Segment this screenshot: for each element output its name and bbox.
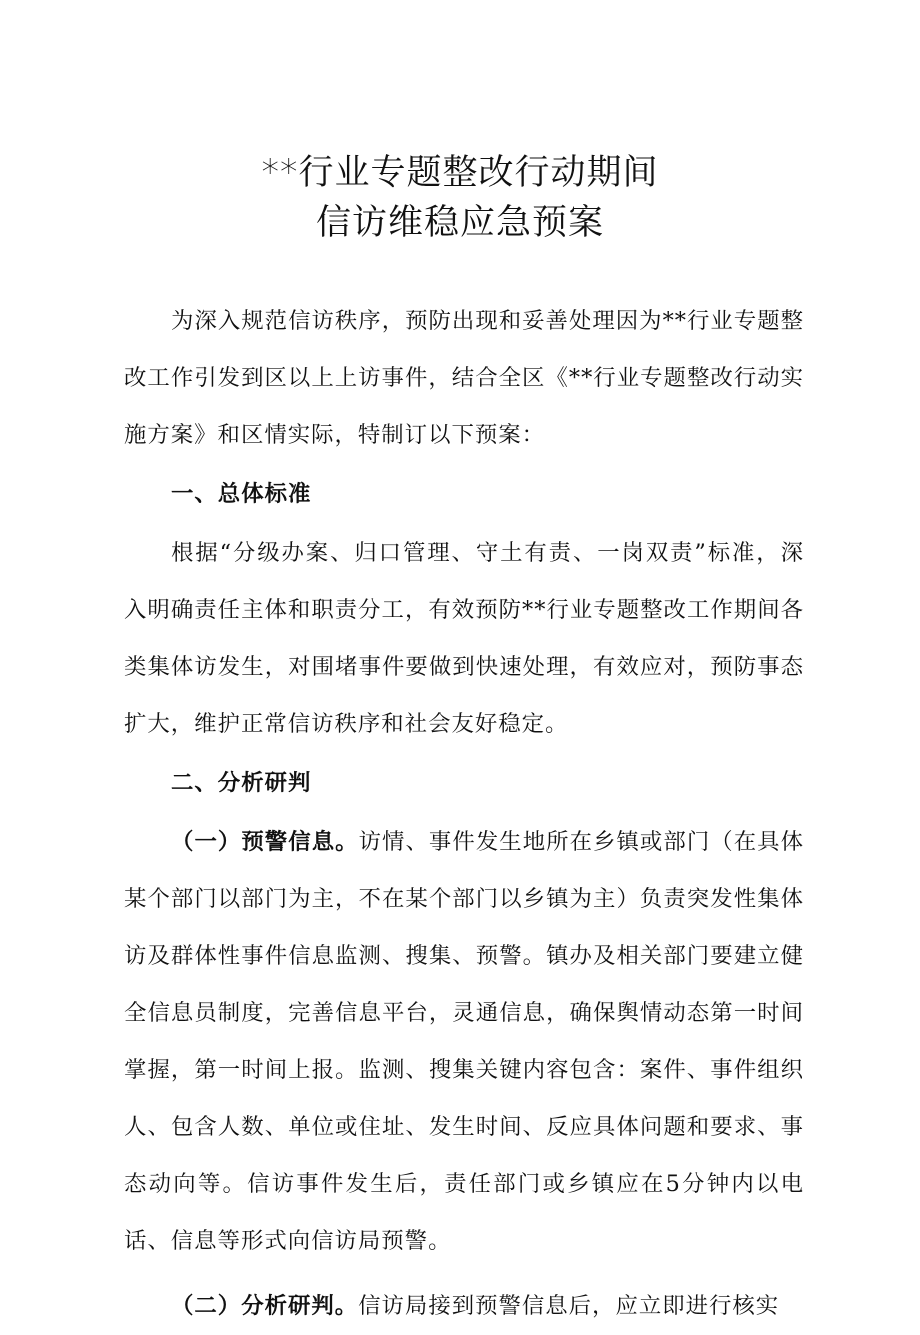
item-2-text: 信访局接到预警信息后，应立即进行核实 [358,1293,780,1319]
document-title-line-2: 信访维稳应急预案 [315,203,604,243]
intro-paragraph: 为深入规范信访秩序，预防出现和妥善处理因为**行业专题整改工作引发到区以上上访事件，结合全区《**行业专题整改行动实施方案》和区情实际，特制订以下预案： [124,308,804,448]
section-1-heading: 一、总体标准 [171,481,312,507]
item-1-text: 访情、事件发生地所在乡镇或部门（在具体某个部门以部门为主，不在某个部门以乡镇为主）负责突发性集体访及群体性事件信息监测、搜集、预警。镇办及相关部门要建立健全信息员制度，完善信息平台，灵通信息，确保舆情动态第一时间掌握，第一时间上报。监测、搜集关键内容包含：案件、事件组织人、包含人数、单位或住址、发生时间、反应具体问题和要求、事态动向等。信访事件发生后，责任部门或乡镇应在5分钟内以电话、信息等形式向信访局预警。 [124,829,804,1254]
item-1-paragraph [124,814,804,1270]
document-body [124,293,804,1335]
item-2-paragraph [124,1278,804,1335]
item-2-lead: （二）分析研判。 [171,1293,359,1319]
section-1-paragraph: 根据“分级办案、归口管理、守土有责、一岗双责”标准，深入明确责任主体和职责分工，有效预防**行业专题整改工作期间各类集体访发生，对围堵事件要做到快速处理，有效应对，预防事态扩大，维护正常信访秩序和社会友好稳定。 [124,540,804,737]
section-2-heading: 二、分析研判 [171,770,312,796]
document-title-line-1: **行业专题整改行动期间 [261,153,659,193]
item-1-lead: （一）预警信息。 [171,829,359,855]
